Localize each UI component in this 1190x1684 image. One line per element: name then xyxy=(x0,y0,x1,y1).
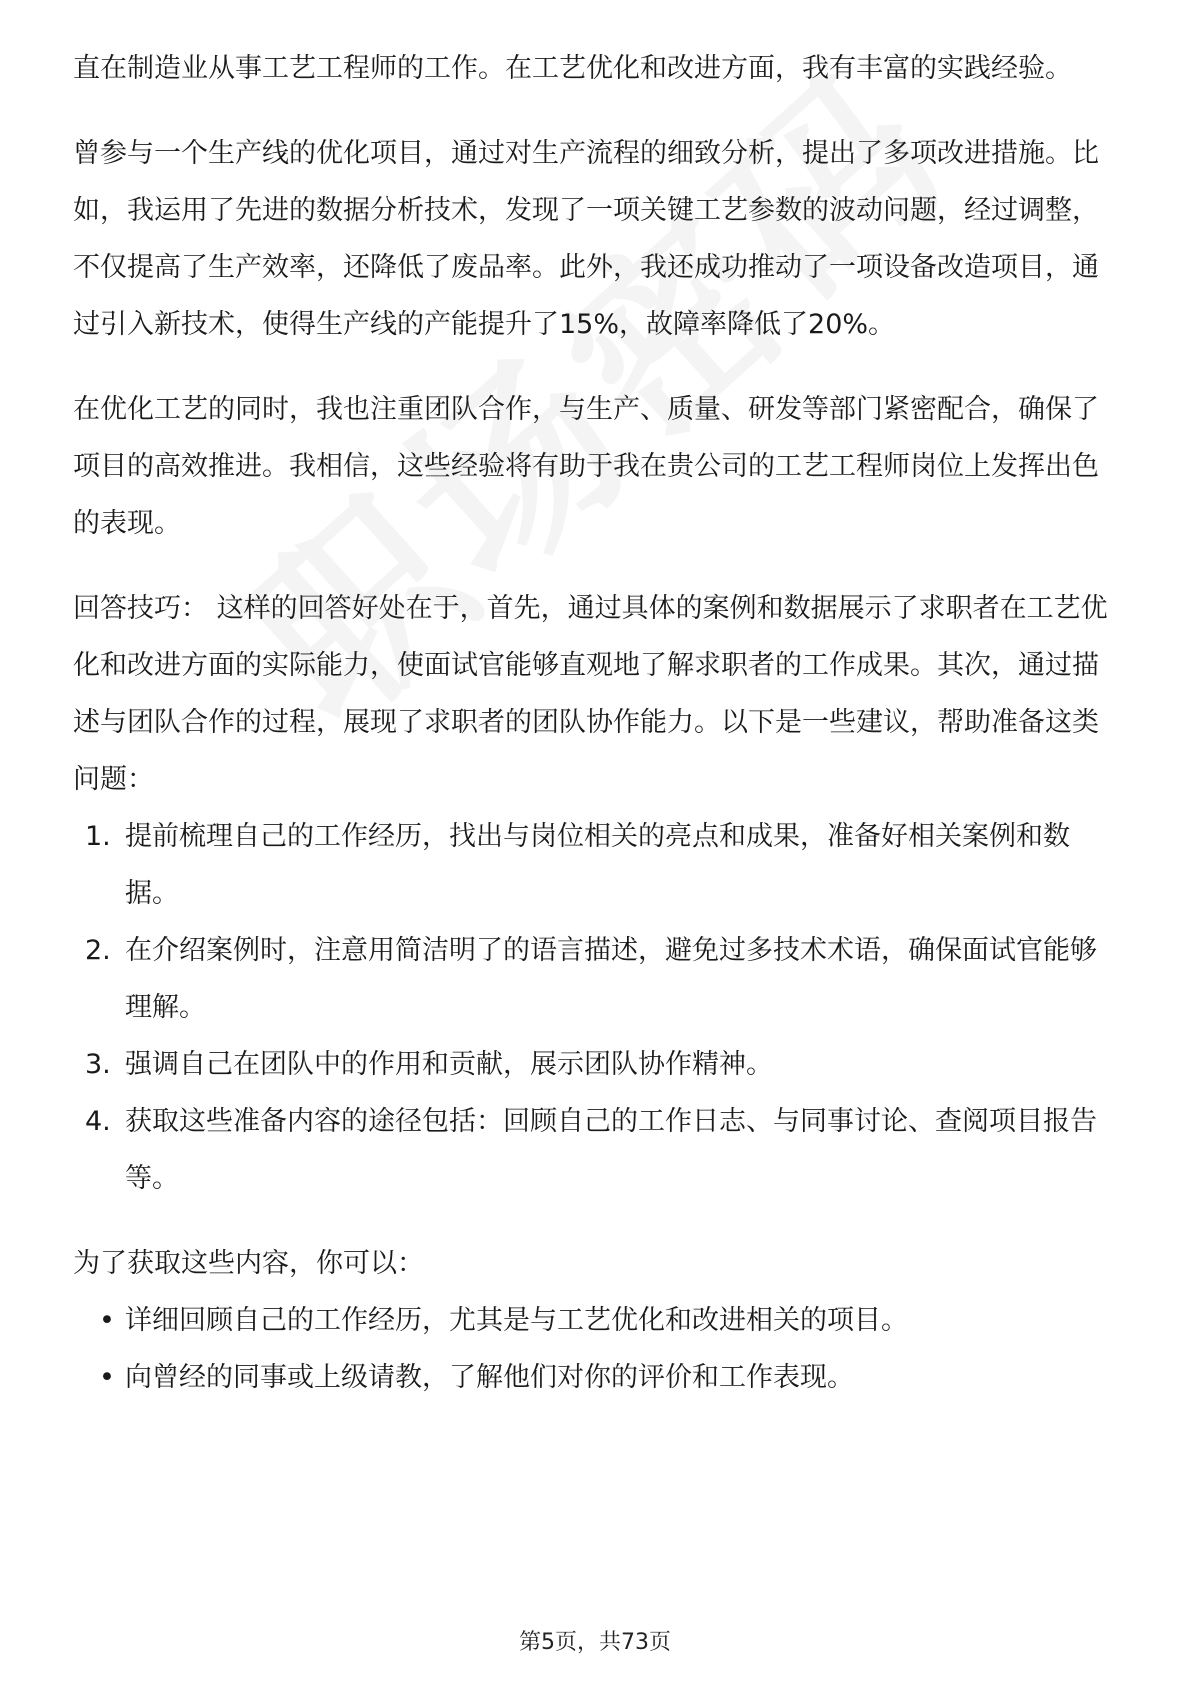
paragraph-1: 直在制造业从事工艺工程师的工作。在工艺优化和改进方面，我有丰富的实践经验。 xyxy=(73,53,1072,84)
list-item xyxy=(73,808,1123,922)
paragraph-5: 为了获取这些内容，你可以： xyxy=(73,1248,424,1279)
paragraph-answer-tips: 回答技巧： 这样的回答好处在于，首先，通过具体的案例和数据展示了求职者在工艺优化和改进方面的实际能力，使面试官能够直观地了解求职者的工作成果。其次，通过描述与团队合作的过程，展现了求职者的团队协作能力。以下是一些建议，帮助准备这类问题： xyxy=(73,593,1108,795)
list-item-text: 详细回顾自己的工作经历，尤其是与工艺优化和改进相关的项目。 xyxy=(125,1305,908,1336)
list-item-text: 在介绍案例时，注意用简洁明了的语言描述，避免过多技术术语，确保面试官能够理解。 xyxy=(125,935,1097,1023)
document-page xyxy=(73,40,1123,1406)
bullet-list xyxy=(73,1292,1123,1406)
list-number: 4. xyxy=(85,1106,111,1137)
list-item-text: 向曾经的同事或上级请教，了解他们对你的评价和工作表现。 xyxy=(125,1362,854,1393)
list-item-text: 提前梳理自己的工作经历，找出与岗位相关的亮点和成果，准备好相关案例和数据。 xyxy=(125,821,1070,909)
numbered-list xyxy=(73,808,1123,1207)
list-number: 1. xyxy=(85,821,111,852)
bullet-icon: • xyxy=(99,1305,115,1336)
paragraph-3: 在优化工艺的同时，我也注重团队合作，与生产、质量、研发等部门紧密配合，确保了项目的高效推进。我相信，这些经验将有助于我在贵公司的工艺工程师岗位上发挥出色的表现。 xyxy=(73,394,1099,539)
list-item xyxy=(73,1093,1123,1207)
page-number-footer: 第5页，共73页 xyxy=(519,1630,671,1655)
list-number: 2. xyxy=(85,935,111,966)
list-item-text: 强调自己在团队中的作用和贡献，展示团队协作精神。 xyxy=(125,1049,773,1080)
list-item-text: 获取这些准备内容的途径包括：回顾自己的工作日志、与同事讨论、查阅项目报告等。 xyxy=(125,1106,1097,1194)
list-item xyxy=(73,1349,1123,1406)
bullet-icon: • xyxy=(99,1362,115,1393)
paragraph-2: 曾参与一个生产线的优化项目，通过对生产流程的细致分析，提出了多项改进措施。比如，我运用了先进的数据分析技术，发现了一项关键工艺参数的波动问题，经过调整，不仅提高了生产效率，还降低了废品率。此外，我还成功推动了一项设备改造项目，通过引入新技术，使得生产线的产能提升了15%，故障率降低了20%。 xyxy=(73,138,1099,340)
list-item xyxy=(73,1292,1123,1349)
list-number: 3. xyxy=(85,1049,111,1080)
list-item xyxy=(73,1036,1123,1093)
list-item xyxy=(73,922,1123,1036)
